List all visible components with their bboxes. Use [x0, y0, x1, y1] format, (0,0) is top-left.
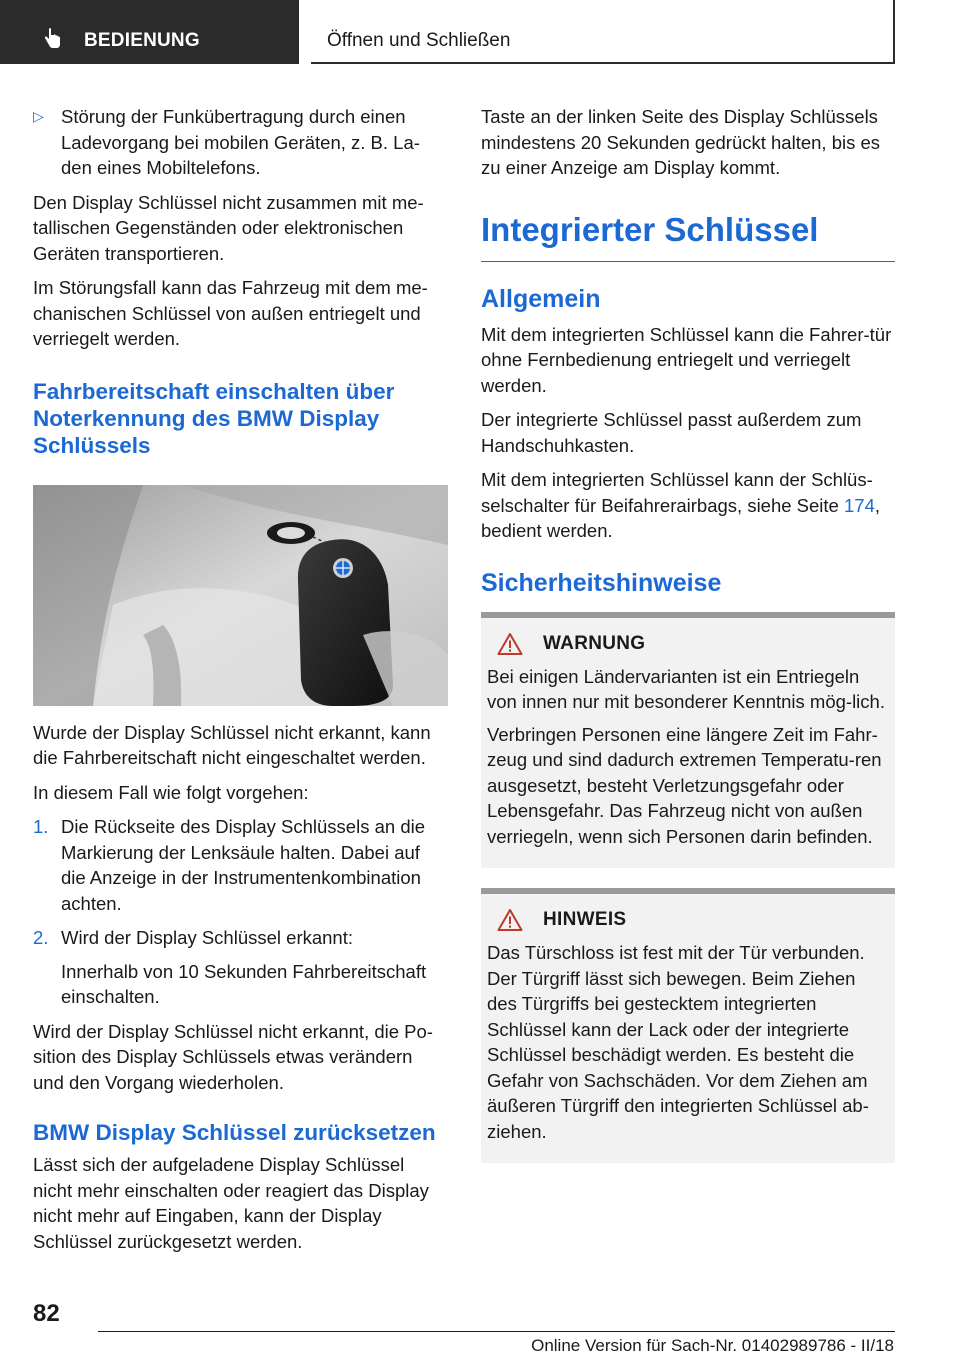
left-column: [33, 104, 448, 1263]
section-label: BEDIENUNG: [84, 30, 200, 51]
warning-triangle-icon: [497, 908, 523, 932]
triangle-bullet-icon: ▷: [33, 108, 44, 124]
warning-box: [481, 612, 895, 869]
list-item: [33, 814, 448, 916]
warning-title: WARNUNG: [543, 632, 646, 654]
page-number: 82: [33, 1300, 60, 1327]
paragraph: In diesem Fall wie folgt vorgehen:: [33, 781, 309, 803]
hand-touch-icon: [40, 26, 64, 50]
warning-header: [487, 632, 887, 656]
step-number: 2.: [33, 927, 49, 948]
section-heading: BMW Display Schlüssel zurücksetzen: [33, 1120, 436, 1145]
step-number: 1.: [33, 816, 49, 837]
notice-title: HINWEIS: [543, 909, 627, 930]
paragraph-text: Mit dem integrierten Schlüssel kann der Schlüs-selschalter für Beifahrerairbags, siehe Seite: [481, 469, 873, 516]
step-subtext: Innerhalb von 10 Sekunden Fahrbereitschaft einschalten.: [61, 960, 427, 1007]
bullet-item: [33, 104, 448, 181]
display-key-photo: [33, 485, 448, 706]
paragraph: Den Display Schlüssel nicht zusammen mit me-tallischen Gegenständen oder elektronischen Geräten transportieren.: [33, 191, 424, 264]
footer-divider: [98, 1331, 895, 1332]
paragraph-text: , bedient werden.: [481, 494, 881, 541]
list-item: [33, 925, 448, 1010]
notice-text: Das Türschloss ist fest mit der Tür verbunden. Der Türgriff lässt sich bewegen. Beim Ziehen des Türgriffs bei gestecktem integrierten Schlüssel kann der Lack oder der integrierte Schlüssel beschädigt werden. Es besteht die Gefahr von Sachschäden. Vor dem Ziehen am äußeren Türgriff den integrierten Schlüssel ab-ziehen.: [487, 942, 869, 1142]
paragraph: [481, 467, 895, 544]
chapter-heading: Integrierter Schlüssel: [481, 209, 895, 262]
paragraph: Taste an der linken Seite des Display Schlüssels mindestens 20 Sekunden gedrückt halten, bis es zu einer Anzeige am Display kommt.: [481, 106, 881, 178]
footer-version-text: Online Version für Sach-Nr. 01402989786 - II/18: [531, 1336, 894, 1355]
warning-text: Bei einigen Ländervarianten ist ein Entriegeln von innen nur mit besonderer Kenntnis mög-lich.: [487, 665, 885, 712]
steps-list: [33, 814, 448, 1010]
notice-header: [487, 908, 887, 932]
notice-box: [481, 888, 895, 1163]
subsection-heading: Allgemein: [481, 284, 601, 313]
paragraph: Im Störungsfall kann das Fahrzeug mit dem me-chanischen Schlüssel von außen entriegelt und verriegelt werden.: [33, 277, 428, 349]
subsection-heading: Sicherheitshinweise: [481, 568, 722, 597]
right-column: [481, 104, 895, 1163]
paragraph: Wurde der Display Schlüssel nicht erkannt, kann die Fahrbereitschaft nicht eingeschaltet werden.: [33, 721, 431, 768]
paragraph: Mit dem integrierten Schlüssel kann die Fahrer-tür ohne Fernbedienung entriegelt und verriegelt werden.: [481, 323, 892, 396]
bullet-text: Störung der Funkübertragung durch einen Ladevorgang bei mobilen Geräten, z. B. La-den eines Mobiltelefons.: [61, 106, 420, 178]
paragraph: Lässt sich der aufgeladene Display Schlüssel nicht mehr einschalten oder reagiert das Display nicht mehr auf Eingaben, kann der Display Schlüssel zurückgesetzt werden.: [33, 1154, 429, 1252]
page-reference-link[interactable]: 174: [844, 494, 875, 516]
warning-text: Verbringen Personen eine längere Zeit im Fahr-zeug und sind dadurch extremen Temperatu-ren ausgesetzt, besteht Verletzungsgefahr oder Lebensgefahr. Das Fahrzeug nicht von außen verriegeln, wenn sich Personen darin befinden.: [487, 723, 882, 847]
section-tab: [0, 0, 299, 64]
chapter-title: Öffnen und Schließen: [327, 30, 511, 51]
chapter-header: [311, 0, 895, 64]
paragraph: Wird der Display Schlüssel nicht erkannt, die Po-sition des Display Schlüssels etwas verändern und den Vorgang wiederholen.: [33, 1020, 433, 1093]
warning-triangle-icon: [497, 632, 523, 656]
paragraph: Der integrierte Schlüssel passt außerdem zum Handschuhkasten.: [481, 409, 862, 456]
section-heading: Fahrbereitschaft einschalten über Noterkennung des BMW Display Schlüssels: [33, 378, 395, 458]
step-text: Wird der Display Schlüssel erkannt:: [61, 927, 353, 948]
step-text: Die Rückseite des Display Schlüssels an die Markierung der Lenksäule halten. Dabei auf die Anzeige in der Instrumentenkombination achten.: [61, 816, 426, 914]
